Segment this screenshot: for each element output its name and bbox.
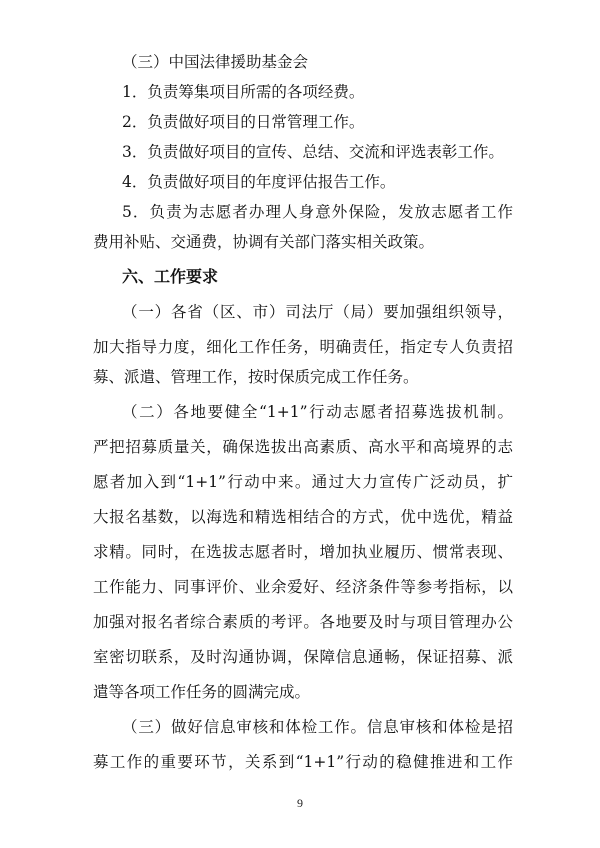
paragraph-line: 求精。同时，在选拔志愿者时，增加执业履历、惯常表现、 (93, 543, 513, 561)
page-number: 9 (297, 796, 303, 810)
paragraph-line: 遣等各项工作任务的圆满完成。 (93, 683, 311, 701)
paragraph-line: （一）各省（区、市）司法厅（局）要加强组织领导， (122, 303, 513, 321)
section-subheading-3: （三）中国法律援助基金会 (122, 53, 309, 71)
paragraph-line: 工作能力、同事评价、业余爱好、经济条件等参考指标，以 (93, 578, 513, 596)
paragraph-line: （三）做好信息审核和体检工作。信息审核和体检是招 (122, 718, 513, 736)
paragraph-line: （二）各地要健全“1+1”行动志愿者招募选拔机制。 (122, 403, 513, 421)
paragraph-line: 加大指导力度，细化工作任务，明确责任，指定专人负责招 (93, 338, 513, 356)
section-heading-6: 六、工作要求 (122, 267, 219, 286)
list-item-4: 4．负责做好项目的年度评估报告工作。 (122, 173, 396, 191)
paragraph-line: 大报名基数，以海选和精选相结合的方式，优中选优，精益 (93, 508, 513, 526)
list-item-5: 5．负责为志愿者办理人身意外保险，发放志愿者工作 (122, 203, 513, 221)
paragraph-line: 加强对报名者综合素质的考评。各地要及时与项目管理办公 (93, 613, 513, 631)
paragraph-line: 室密切联系，及时沟通协调，保障信息通畅，保证招募、派 (93, 648, 513, 666)
list-item-2: 2．负责做好项目的日常管理工作。 (122, 113, 365, 131)
paragraph-line: 募工作的重要环节，关系到“1+1”行动的稳健推进和工作 (93, 753, 513, 771)
list-item-3: 3．负责做好项目的宣传、总结、交流和评选表彰工作。 (122, 143, 504, 161)
paragraph-line: 募、派遣、管理工作，按时保质完成工作任务。 (93, 368, 419, 386)
paragraph-line: 严把招募质量关，确保选拔出高素质、高水平和高境界的志 (93, 438, 513, 456)
paragraph-line: 费用补贴、交通费，协调有关部门落实相关政策。 (93, 233, 435, 251)
paragraph-line: 愿者加入到“1+1”行动中来。通过大力宣传广泛动员，扩 (93, 473, 513, 491)
list-item-1: 1．负责筹集项目所需的各项经费。 (122, 83, 365, 101)
